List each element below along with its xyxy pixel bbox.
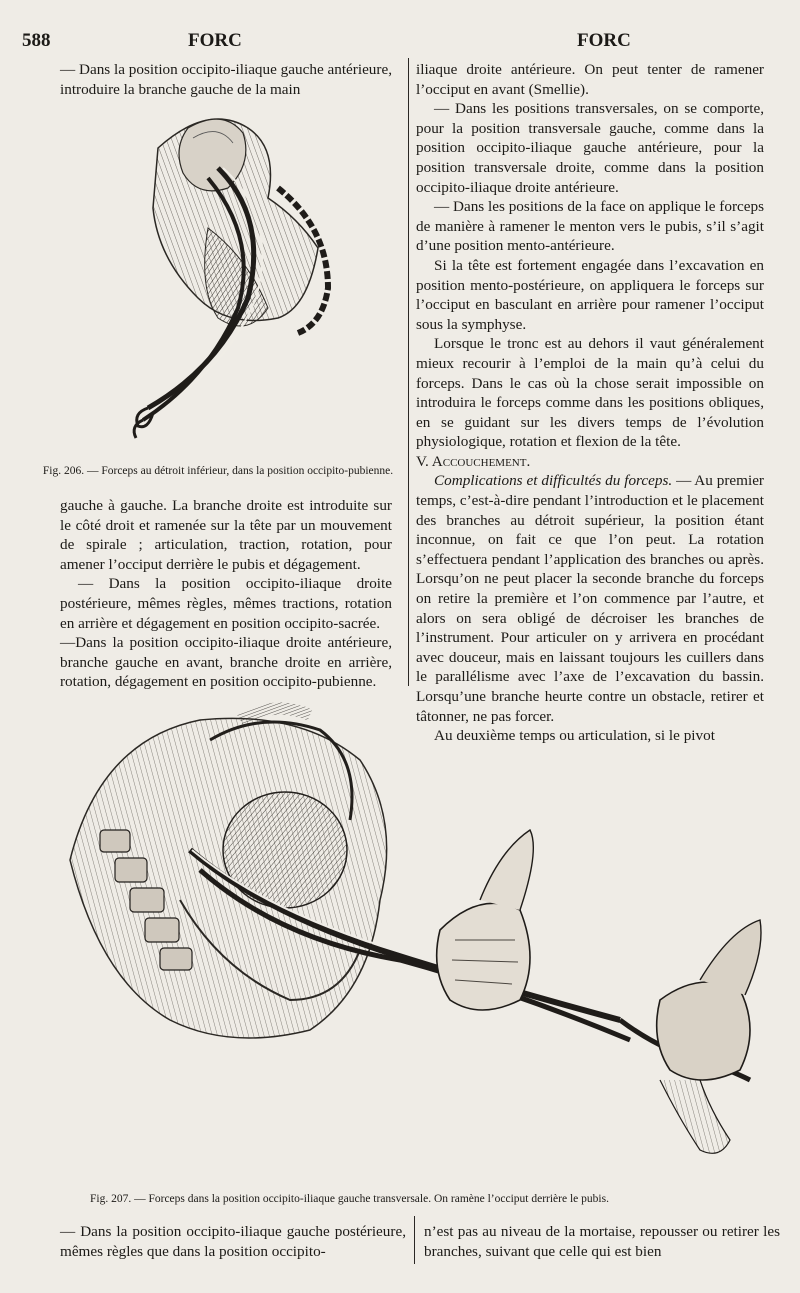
paragraph: — Dans les positions transversales, on se comporte, pour la position transversale gauche, comme dans la position occipito-iliaque gauche antérieure, pour la position transversale droite, comme dans la position occipito-iliaque droite antérieure. xyxy=(416,100,764,196)
paragraph: Si la tête est fortement engagée dans l’excavation en position mento-postérieure, on appliquera le forceps sur l’occiput en basculant en arrière pour ramener l’occiput sous la symphyse. xyxy=(416,256,764,333)
figure-207-caption: Fig. 207. — Forceps dans la position occipito-iliaque gauche transversale. On ramène l’occiput derrière le pubis. xyxy=(90,1193,609,1205)
running-title-left: FORC xyxy=(188,30,242,51)
bottom-right-column xyxy=(424,1222,780,1261)
left-column-continued xyxy=(60,496,392,692)
page-number: 588 xyxy=(22,30,51,51)
figure-207 xyxy=(60,700,780,1180)
paragraph: — Dans les positions de la face on applique le forceps de manière à ramener le menton vers le pubis, s’il s’agit d’une position mento-antérieure. xyxy=(416,198,764,255)
section-heading: V. Accouchement. xyxy=(416,452,531,470)
running-header xyxy=(0,30,800,54)
paragraph: — Dans la position occipito-iliaque gauche antérieure, introduire la branche gauche de la main xyxy=(60,61,392,98)
left-column-top xyxy=(60,60,392,99)
paragraph: iliaque droite antérieure. On peut tenter de ramener l’occiput en avant (Smellie). xyxy=(416,61,764,98)
paragraph: n’est pas au niveau de la mortaise, repousser ou retirer les branches, suivant que celle qui est bien xyxy=(424,1223,780,1260)
forceps-pelvis-engraving xyxy=(128,108,394,460)
paragraph: Au deuxième temps ou articulation, si le pivot xyxy=(434,727,715,745)
column-divider xyxy=(408,58,409,686)
right-column xyxy=(416,60,764,746)
bottom-left-column xyxy=(60,1222,406,1261)
forceps-transverse-engraving xyxy=(60,700,780,1180)
paragraph-body: — Au premier temps, c’est-à-dire pendant l’introduction et le placement des branches au détroit supérieur, la position étant inconnue, on fait ce que l’on peut. La rotation s’effectuera pendant l’application des branches ou après. Lorsqu’on ne peut placer la seconde branche du forceps on retire la première et l’on commence par l’autre, et alors on sera obligé de décroiser les branches de l’instrument. Pour articuler on y arrivera en procédant avec douceur, mais en laissant toujours les cuillers dans le parallélisme avec l’axe de l’excavation du bassin. Lorsqu’une branche heurte contre un obstacle, retirer et tâtonner, ne pas forcer. xyxy=(416,472,764,725)
figure-206-caption: Fig. 206. — Forceps au détroit inférieur, dans la position occipito-pubienne. xyxy=(42,465,394,477)
paragraph: — Dans la position occipito-iliaque gauche postérieure, mêmes règles que dans la position occipito- xyxy=(60,1223,406,1260)
paragraph: —Dans la position occipito-iliaque droite antérieure, branche gauche en avant, branche droite en arrière, rotation, dégagement en position occipito-pubienne. xyxy=(60,634,392,691)
paragraph: Lorsque le tronc est au dehors il vaut généralement mieux recourir à l’emploi de la main qu’à celui du forceps. Dans le cas où la chose serait impossible on introduira le forceps comme dans les positions obliques, en se guidant sur les divers temps de l’évolution physiologique, rotation et flexion de la tête. xyxy=(416,335,764,451)
paragraph: — Dans la position occipito-iliaque droite postérieure, mêmes règles, mêmes tractions, rotation en arrière et dégagement en position occipito-sacrée. xyxy=(60,575,392,632)
running-title-right: FORC xyxy=(577,30,631,51)
bottom-column-divider xyxy=(414,1216,415,1264)
paragraph-title: Complications et difficultés du forceps. xyxy=(434,472,673,490)
paragraph xyxy=(416,471,764,726)
figure-206 xyxy=(128,108,394,460)
paragraph: gauche à gauche. La branche droite est introduite sur le côté droit et ramenée sur la tête par un mouvement de spirale ; articulation, traction, rotation, pour amener l’occiput derrière le pubis et dégagement. xyxy=(60,497,392,573)
